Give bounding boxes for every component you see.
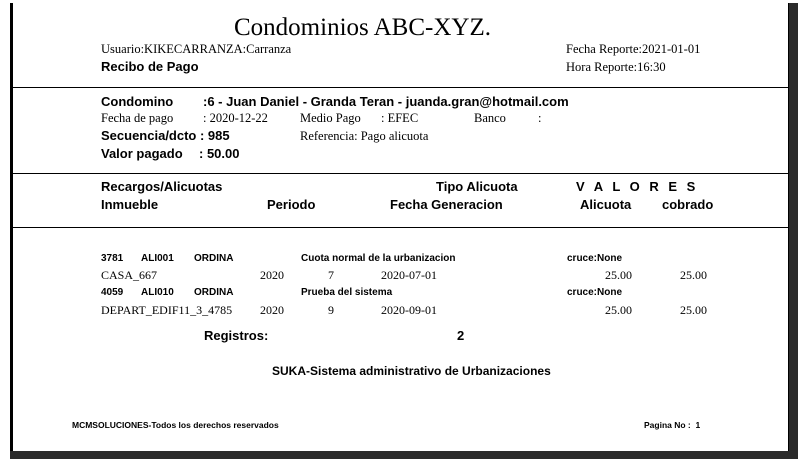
fecha-pago-label: Fecha de pago: [101, 111, 174, 125]
medio-pago-label: Medio Pago: [300, 111, 361, 125]
header-inmueble: Inmueble: [101, 197, 159, 212]
row-alicuota: 25.00: [605, 303, 632, 317]
row-id: 3781: [101, 253, 124, 264]
banco-label: Banco: [474, 111, 506, 125]
row-cruce: cruce:None: [567, 253, 623, 264]
referencia: Referencia: Pago alicuota: [300, 129, 429, 143]
registros-value: 2: [457, 328, 465, 343]
header-tipo-alicuota: Tipo Alicuota: [436, 179, 518, 194]
user-info: Usuario:KIKECARRANZA:Carranza: [101, 42, 292, 56]
row-alicuota: 25.00: [605, 268, 632, 282]
row-mes: 7: [328, 268, 334, 282]
divider: [13, 227, 789, 228]
row-anio: 2020: [260, 303, 284, 317]
divider: [13, 173, 789, 174]
report-time: Hora Reporte:16:30: [566, 60, 666, 74]
row-inmueble: DEPART_EDIF11_3_4785: [101, 303, 233, 317]
page-shadow-bottom: [10, 451, 798, 459]
condomino-value: :6 - Juan Daniel - Granda Teran - juanda.gran@hotmail.com: [203, 94, 569, 109]
divider: [13, 87, 789, 88]
medio-pago-value: : EFEC: [381, 111, 419, 125]
fecha-pago-value: : 2020-12-22: [203, 111, 268, 125]
condomino-label: Condomino: [101, 94, 174, 109]
row-fecha: 2020-09-01: [381, 303, 437, 317]
row-code: ALI001: [141, 253, 174, 264]
row-id: 4059: [101, 287, 124, 298]
header-cobrado: cobrado: [662, 197, 714, 212]
header-valores: V A L O R E S: [576, 179, 699, 194]
registros-label: Registros:: [204, 328, 269, 343]
row-cobrado: 25.00: [680, 303, 707, 317]
row-cobrado: 25.00: [680, 268, 707, 282]
report-date: Fecha Reporte:2021-01-01: [566, 42, 701, 56]
page-number: Pagina No : 1: [644, 420, 701, 430]
row-cruce: cruce:None: [567, 287, 623, 298]
row-descripcion: Prueba del sistema: [301, 287, 393, 298]
system-name: SUKA-Sistema administrativo de Urbanizaciones: [272, 364, 551, 378]
row-tipo: ORDINA: [194, 253, 234, 264]
row-code: ALI010: [141, 287, 174, 298]
row-tipo: ORDINA: [194, 287, 234, 298]
row-anio: 2020: [260, 268, 284, 282]
banco-value: :: [538, 111, 542, 125]
report-subtitle: Recibo de Pago: [101, 59, 199, 74]
report-title: Condominios ABC-XYZ.: [234, 14, 491, 41]
row-descripcion: Cuota normal de la urbanizacion: [301, 253, 456, 264]
header-fecha-generacion: Fecha Generacion: [390, 197, 503, 212]
valor-pagado-label: Valor pagado: [101, 146, 183, 161]
secuencia: Secuencia/dcto : 985: [101, 128, 230, 143]
header-recargos: Recargos/Alicuotas: [101, 179, 223, 194]
row-inmueble: CASA_667: [101, 268, 158, 282]
header-periodo: Periodo: [267, 197, 316, 212]
row-mes: 9: [328, 303, 334, 317]
valor-pagado-value: : 50.00: [199, 146, 240, 161]
header-alicuota: Alicuota: [580, 197, 632, 212]
page-shadow-right: [789, 3, 798, 456]
footer-copyright: MCMSOLUCIONES-Todos los derechos reservados: [72, 420, 279, 430]
row-fecha: 2020-07-01: [381, 268, 437, 282]
